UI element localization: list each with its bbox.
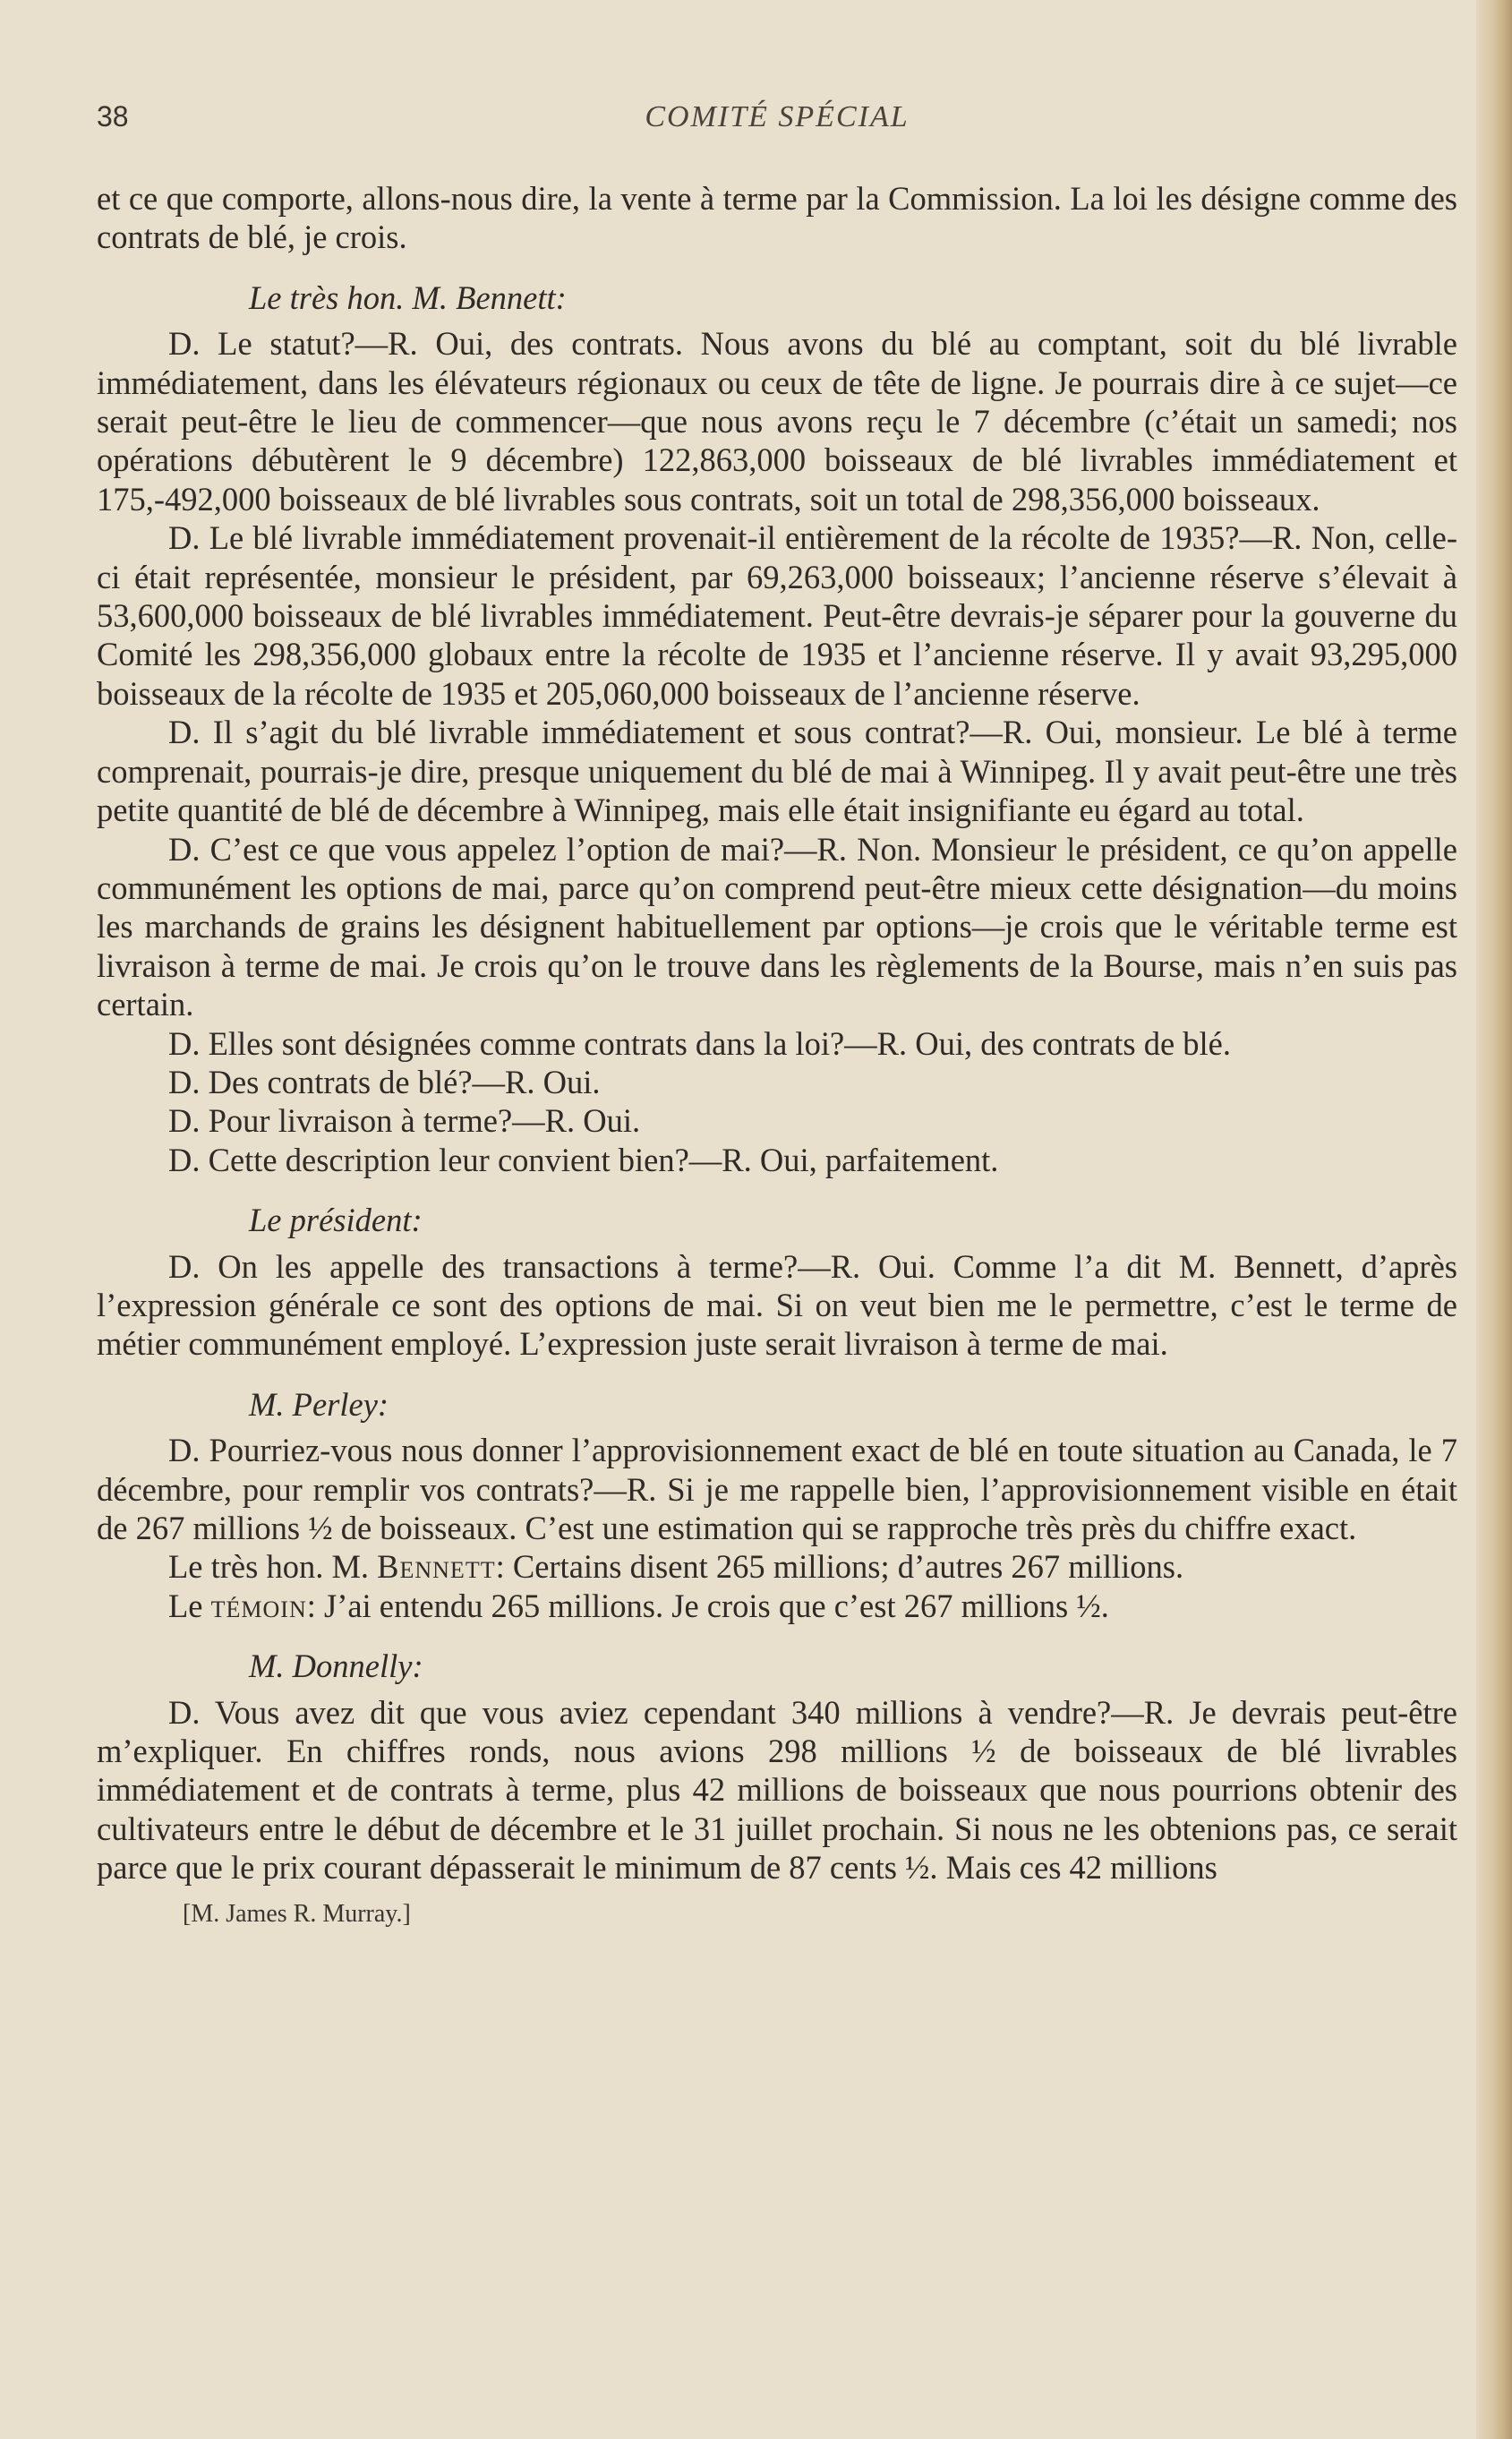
- speaker-name: Bennett: [377, 1548, 496, 1586]
- statement-text: : J’ai entendu 265 millions. Je crois que c’est 267 millions ½.: [306, 1587, 1109, 1624]
- paragraph: D. Elles sont désignées comme contrats dans la loi?—R. Oui, des contrats de blé.: [168, 1024, 1231, 1062]
- page-edge-shadow: [1476, 0, 1512, 2439]
- page-content: [97, 100, 1457, 1929]
- paragraph: D. Cette description leur convient bien?—R. Oui, parfaitement.: [168, 1141, 999, 1178]
- speaker-heading: M. Perley:: [249, 1385, 389, 1423]
- paragraph: D. Pour livraison à terme?—R. Oui.: [168, 1102, 641, 1140]
- page-header: [97, 100, 1457, 143]
- paragraph: D. Le statut?—R. Oui, des contrats. Nous avons du blé au comptant, soit du blé livrable immédiatement, dans les élévateurs régionaux ou ceux de tête de ligne. Je pourrais dire à ce sujet—ce serait peut-être le lieu de commencer—que nous avons reçu le 7 décembre (c’était un samedi; nos opérations débutèrent le 9 décembre) 122,863,000 boisseaux de blé livrables immédiatement et 175,-492,000 boisseaux de blé livrables sous contrats, soit un total de 298,356,000 boisseaux.: [97, 325, 1457, 518]
- page-number: 38: [97, 100, 129, 133]
- paragraph: [97, 1587, 1457, 1625]
- speaker-prefix: Le: [168, 1587, 203, 1624]
- paragraph: D. Il s’agit du blé livrable immédiatement et sous contrat?—R. Oui, monsieur. Le blé à terme comprenait, pourrais-je dire, presque uniquement du blé de mai à Winnipeg. Il y avait peut-être une très petite quantité de blé de décembre à Winnipeg, mais elle était insignifiante eu égard au total.: [97, 714, 1457, 829]
- speaker-name: témoin: [210, 1587, 307, 1624]
- paragraph: D. Pourriez-vous nous donner l’approvisionnement exact de blé en toute situation au Canada, le 7 décembre, pour remplir vos contrats?—R. Si je me rappelle bien, l’approvisionnement visible en était de 267 millions ½ de boisseaux. C’est une estimation qui se rapproche très près du chiffre exact.: [97, 1432, 1457, 1546]
- paragraph: D. Le blé livrable immédiatement provenait-il entièrement de la récolte de 1935?—R. Non, celle-ci était représentée, monsieur le président, par 69,263,000 boisseaux; l’ancienne réserve s’élevait à 53,600,000 boisseaux de blé livrables immédiatement. Peut-être devrais-je séparer pour la gouverne du Comité les 298,356,000 globaux entre la récolte de 1935 et l’ancienne réserve. Il y avait 93,295,000 boisseaux de la récolte de 1935 et 205,060,000 boisseaux de l’ancienne réserve.: [97, 519, 1457, 712]
- witness-footnote: [M. James R. Murray.]: [183, 1899, 411, 1928]
- speaker-heading: M. Donnelly:: [249, 1647, 423, 1685]
- paragraph: et ce que comporte, allons-nous dire, la vente à terme par la Commission. La loi les désigne comme des contrats de blé, je crois.: [97, 180, 1457, 256]
- paragraph: D. Des contrats de blé?—R. Oui.: [168, 1063, 601, 1100]
- statement-text: : Certains disent 265 millions; d’autres 267 millions.: [495, 1548, 1184, 1586]
- paragraph: D. C’est ce que vous appelez l’option de mai?—R. Non. Monsieur le président, ce qu’on appelle communément les options de mai, parce qu’on comprend peut-être mieux cette désignation—du moins les marchands de grains les désignent habituellement par options—je crois que le véritable terme est livraison à terme de mai. Je crois qu’on le trouve dans les règlements de la Bourse, mais n’en suis pas certain.: [97, 830, 1457, 1023]
- speaker-heading: Le président:: [249, 1202, 423, 1239]
- running-head: COMITÉ SPÉCIAL: [645, 100, 910, 133]
- paragraph: D. On les appelle des transactions à terme?—R. Oui. Comme l’a dit M. Bennett, d’après l’expression générale ce sont des options de mai. Si on veut bien me le permettre, c’est le terme de métier communément employé. L’expression juste serait livraison à terme de mai.: [97, 1247, 1457, 1363]
- paragraph: [97, 1547, 1457, 1586]
- paragraph: D. Vous avez dit que vous aviez cependant 340 millions à vendre?—R. Je devrais peut-être m’expliquer. En chiffres ronds, nous avions 298 millions ½ de boisseaux de blé livrables immédiatement et de contrats à terme, plus 42 millions de boisseaux que nous pourrions obtenir des cultivateurs entre le début de décembre et le 31 juillet prochain. Si nous ne les obtenions pas, ce serait parce que le prix courant dépasserait le minimum de 87 cents ½. Mais ces 42 millions: [97, 1693, 1457, 1887]
- speaker-heading: Le très hon. M. Bennett:: [249, 278, 567, 316]
- speaker-prefix: Le très hon. M.: [168, 1548, 370, 1586]
